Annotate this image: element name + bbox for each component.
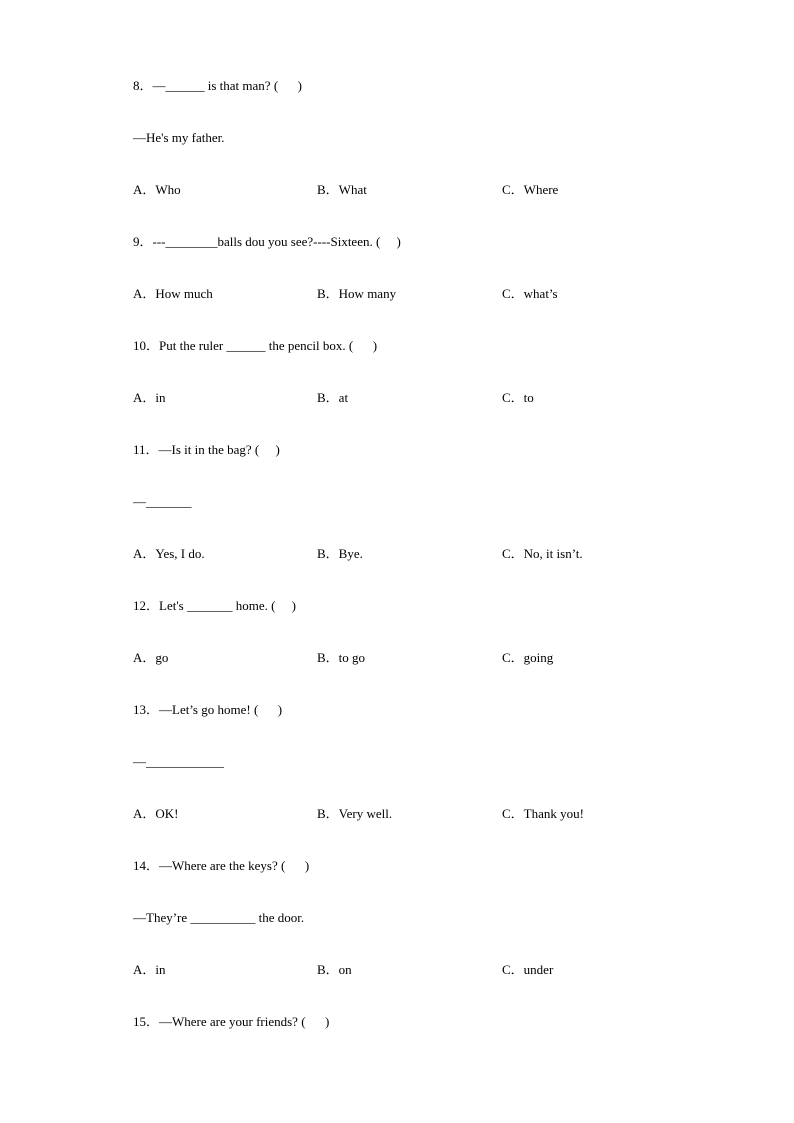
question-14-option-a: A．in xyxy=(133,962,166,977)
question-14-option-c: C．under xyxy=(502,962,554,977)
question-14-option-b: B．on xyxy=(317,962,352,977)
question-11-answer-line: —_______ xyxy=(133,494,192,509)
question-9-option-c: C．what’s xyxy=(502,286,558,301)
question-9-option-b: B．How many xyxy=(317,286,397,301)
question-11-stem: 11．—Is it in the bag? ( ) xyxy=(133,442,280,457)
question-10-option-b: B．at xyxy=(317,390,349,405)
question-13-option-a: A．OK! xyxy=(133,806,179,821)
question-13-stem: 13．—Let’s go home! ( ) xyxy=(133,702,283,717)
question-12-option-a: A．go xyxy=(133,650,169,665)
question-10-stem: 10．Put the ruler ______ the pencil box. ( ) xyxy=(133,338,378,353)
question-11-option-c: C．No, it isn’t. xyxy=(502,546,583,561)
question-8-option-c: C．Where xyxy=(502,182,559,197)
question-10-option-c: C．to xyxy=(502,390,534,405)
question-12-stem: 12．Let's _______ home. ( ) xyxy=(133,598,297,613)
question-11-option-b: B．Bye. xyxy=(317,546,363,561)
question-13-option-b: B．Very well. xyxy=(317,806,393,821)
question-9-stem: 9．---________balls dou you see?----Sixteen. ( ) xyxy=(133,234,401,249)
question-8-option-b: B．What xyxy=(317,182,367,197)
question-14-stem: 14．—Where are the keys? ( ) xyxy=(133,858,310,873)
question-13-answer-line: —____________ xyxy=(133,754,224,769)
question-8-stem: 8．—______ is that man? ( ) xyxy=(133,78,302,93)
question-11-option-a: A．Yes, I do. xyxy=(133,546,205,561)
question-12-option-c: C．going xyxy=(502,650,554,665)
question-8-answer-line: —He's my father. xyxy=(133,130,225,145)
question-13-option-c: C．Thank you! xyxy=(502,806,584,821)
question-9-option-a: A．How much xyxy=(133,286,213,301)
question-10-option-a: A．in xyxy=(133,390,166,405)
question-8-option-a: A．Who xyxy=(133,182,181,197)
question-14-answer-line: —They’re __________ the door. xyxy=(133,910,305,925)
question-12-option-b: B．to go xyxy=(317,650,366,665)
question-15-stem: 15．—Where are your friends? ( ) xyxy=(133,1014,330,1029)
